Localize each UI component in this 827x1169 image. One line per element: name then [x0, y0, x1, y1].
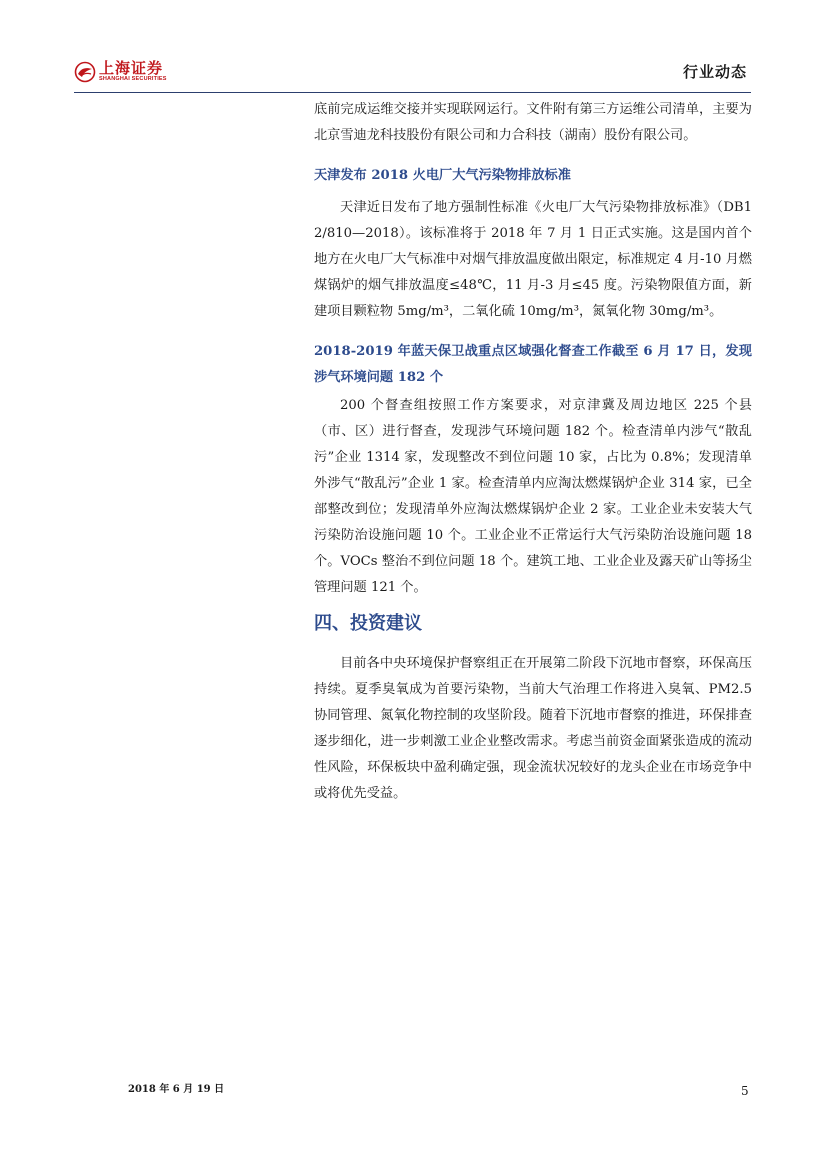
logo-chinese-name: 上海证券: [99, 59, 164, 77]
page-header: [0, 0, 827, 96]
logo-english-name: SHANGHAI SECURITIES: [99, 76, 167, 82]
header-divider: [74, 92, 751, 93]
news-item-title: 天津发布 2018 火电厂大气污染物排放标准: [314, 168, 571, 183]
company-logo: [74, 60, 167, 83]
report-category-label: 行业动态: [682, 63, 747, 81]
page-number: 5: [741, 1084, 749, 1098]
section-heading: 四、投资建议: [314, 613, 422, 634]
news-item-body: 天津近日发布了地方强制性标准《火电厂大气污染物排放标准》（DB12/810—2018）。该标准将于 2018 年 7 月 1 日正式实施。这是国内首个地方在火电厂大气标准中对烟气排放温度做出限定，标准规定 4 月-10 月燃煤锅炉的烟气排放温度≤48℃，11 月-3 月≤45 度。污染物限值方面，新建项目颗粒物 5mg/m³，二氧化硫 10mg/m³，氮氧化物 30mg/m³。: [314, 200, 752, 319]
report-date: 2018 年 6 月 19 日: [128, 1084, 225, 1095]
section-body: 目前各中央环境保护督察组正在开展第二阶段下沉地市督察，环保高压持续。夏季臭氧成为首要污染物，当前大气治理工作将进入臭氧、PM2.5 协同管理、氮氧化物控制的攻坚阶段。随着下沉地市督察的推进，环保排查逐步细化，进一步刺激工业企业整改需求。考虑当前资金面紧张造成的流动性风险，环保板块中盈利确定强，现金流状况较好的龙头企业在市场竞争中或将优先受益。: [314, 656, 752, 801]
news-item-body: 200 个督查组按照工作方案要求，对京津冀及周边地区 225 个县（市、区）进行督查，发现涉气环境问题 182 个。检查清单内涉气“散乱污”企业 1314 家，发现整改不到位问题 10 家，占比为 0.8%；发现清单外涉气“散乱污”企业 1 家。检查清单内应淘汰燃煤锅炉企业 314 家，已全部整改到位；发现清单外应淘汰燃煤锅炉企业 2 家。工业企业未安装大气污染防治设施问题 10 个。工业企业不正常运行大气污染防治设施问题 18 个。VOCs 整治不到位问题 18 个。建筑工地、工业企业及露天矿山等扬尘管理问题 121 个。: [314, 398, 752, 595]
shanghai-securities-logo-icon: [74, 61, 96, 83]
intro-paragraph: 底前完成运维交接并实现联网运行。文件附有第三方运维公司清单，主要为北京雪迪龙科技股份有限公司和力合科技（湖南）股份有限公司。: [314, 102, 752, 143]
main-content: [314, 97, 752, 807]
news-item: [314, 339, 752, 601]
news-item: [314, 163, 752, 325]
investment-section: [314, 609, 752, 807]
news-item-title: 2018-2019 年蓝天保卫战重点区域强化督查工作截至 6 月 17 日，发现涉气环境问题 182 个: [314, 344, 752, 385]
